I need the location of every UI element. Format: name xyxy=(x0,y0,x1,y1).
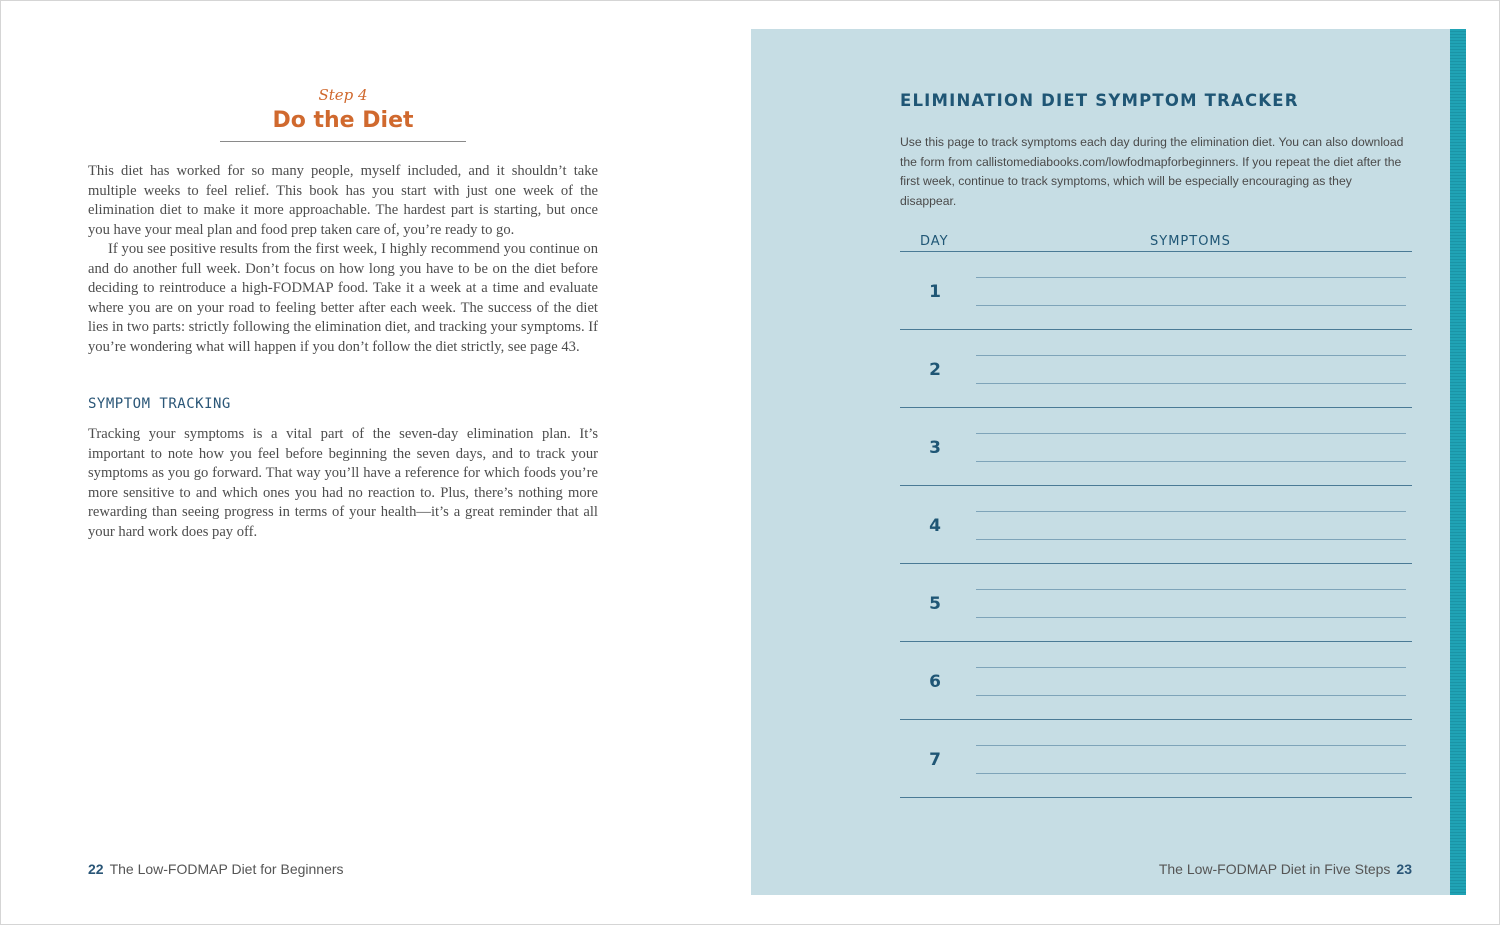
symptom-writing-line[interactable] xyxy=(976,433,1406,434)
row-divider xyxy=(900,797,1412,798)
column-header-symptoms: SYMPTOMS xyxy=(1150,234,1231,249)
day-number: 1 xyxy=(929,282,941,302)
table-row xyxy=(900,330,1412,408)
symptom-writing-line[interactable] xyxy=(976,355,1406,356)
tracker-title: ELIMINATION DIET SYMPTOM TRACKER xyxy=(900,91,1299,110)
column-header-day: DAY xyxy=(920,234,949,249)
day-number: 6 xyxy=(929,672,941,692)
symptom-writing-line[interactable] xyxy=(976,617,1406,618)
table-row xyxy=(900,642,1412,720)
running-title: The Low-FODMAP Diet in Five Steps xyxy=(1158,861,1391,877)
page-edge-stripe xyxy=(1450,29,1466,895)
title-divider xyxy=(220,141,466,142)
symptom-writing-line[interactable] xyxy=(976,773,1406,774)
table-row xyxy=(900,720,1412,798)
section-heading: SYMPTOM TRACKING xyxy=(88,396,231,412)
symptom-writing-line[interactable] xyxy=(976,461,1406,462)
symptom-writing-line[interactable] xyxy=(976,511,1406,512)
footer-left xyxy=(88,861,344,877)
symptom-writing-line[interactable] xyxy=(976,277,1406,278)
symptom-writing-line[interactable] xyxy=(976,305,1406,306)
page-number: 22 xyxy=(88,861,104,877)
table-row xyxy=(900,252,1412,330)
symptom-writing-line[interactable] xyxy=(976,745,1406,746)
paragraph: This diet has worked for so many people, myself included, and it shouldn’t take multiple weeks to feel relief. This book has you start with just one week of the elimination diet to make it more approachable. The hardest part is starting, but once you have your meal plan and food prep taken care of, you’re ready to go. xyxy=(88,163,598,238)
symptom-writing-line[interactable] xyxy=(976,667,1406,668)
day-number: 2 xyxy=(929,360,941,380)
paragraph: Tracking your symptoms is a vital part of the seven-day elimination plan. It’s important to note how you feel before beginning the seven days, and to track your symptoms as you go forward. That way you’ll have a reference for which foods you’re more sensitive to and which ones you had no reaction to. Plus, there’s nothing more rewarding than seeing progress in terms of your health—it’s a great reminder that all your hard work does pay off. xyxy=(88,426,598,540)
day-number: 4 xyxy=(929,516,941,536)
table-row xyxy=(900,408,1412,486)
symptom-writing-line[interactable] xyxy=(976,383,1406,384)
footer-right xyxy=(1050,861,1412,877)
intro-text xyxy=(88,162,598,357)
table-row xyxy=(900,564,1412,642)
section-text xyxy=(88,425,598,542)
table-row xyxy=(900,486,1412,564)
symptom-writing-line[interactable] xyxy=(976,539,1406,540)
running-title: The Low-FODMAP Diet for Beginners xyxy=(109,861,344,877)
paragraph: If you see positive results from the first week, I highly recommend you continue on and do another full week. Don’t focus on how long you have to be on the diet before deciding to reintroduce a high-FODMAP food. Take it a week at a time and evaluate where you are on your road to feeling better after each week. The success of the diet lies in two parts: strictly following the elimination diet, and tracking your symptoms. If you’re wondering what will happen if you don’t follow the diet strictly, see page 43. xyxy=(88,241,598,355)
step-label: Step 4 xyxy=(318,86,368,104)
day-number: 5 xyxy=(929,594,941,614)
page-title: Do the Diet xyxy=(272,108,414,133)
day-number: 3 xyxy=(929,438,941,458)
page-number: 23 xyxy=(1396,861,1412,877)
symptom-writing-line[interactable] xyxy=(976,589,1406,590)
tracker-intro: Use this page to track symptoms each day during the elimination diet. You can also download the form from callistomediabooks.com/lowfodmapforbeginners. If you repeat the diet after the first week, continue to track symptoms, which will be especially encouraging as they disappear. xyxy=(900,135,1404,208)
symptom-writing-line[interactable] xyxy=(976,695,1406,696)
day-number: 7 xyxy=(929,750,941,770)
